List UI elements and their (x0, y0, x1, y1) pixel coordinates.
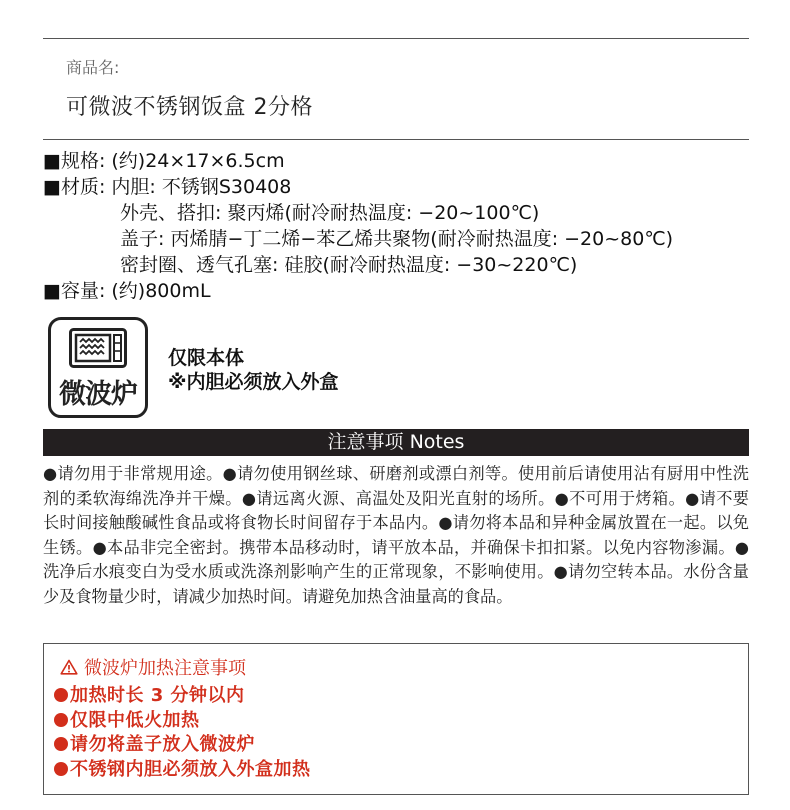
spec-block (43, 148, 673, 304)
microwave-note (168, 346, 338, 394)
bullet-dot (54, 688, 68, 702)
warning-title-row (60, 654, 246, 680)
spec-size: ■规格: (约)24×17×6.5cm (43, 150, 285, 172)
spec-material-lid: 盖子: 丙烯腈−丁二烯−苯乙烯共聚物(耐冷耐热温度: −20~80℃) (120, 228, 674, 250)
product-rule (43, 139, 749, 140)
microwave-warning-box (43, 643, 749, 795)
microwave-oven-icon (69, 328, 127, 368)
warning-list (54, 684, 311, 782)
microwave-note-line1: 仅限本体 (168, 347, 245, 369)
warning-item-text: 仅限中低火加热 (70, 709, 200, 731)
spec-material-seal: 密封圈、透气孔塞: 硅胶(耐冷耐热温度: −30~220℃) (120, 254, 578, 276)
warning-item-text: 请勿将盖子放入微波炉 (70, 734, 255, 755)
spec-material-inner: ■材质: 内胆: 不锈钢S30408 (43, 176, 292, 198)
warning-item (54, 684, 311, 709)
bullet-dot (54, 762, 68, 776)
spec-material-shell: 外壳、搭扣: 聚丙烯(耐冷耐热温度: −20~100℃) (120, 202, 540, 224)
warning-item (54, 733, 311, 758)
microwave-badge-text: 微波炉 (59, 379, 137, 410)
warning-item (54, 758, 311, 783)
warning-item-text: 加热时长 3 分钟以内 (70, 685, 245, 706)
warning-item-text: 不锈钢内胆必须放入外盒加热 (70, 758, 311, 780)
notes-body: ●请勿用于非常规用途。●请勿使用钢丝球、研磨剂或漂白剂等。使用前后请使用沾有厨用中性洗剂的柔软海绵洗净并干燥。●请远离火源、高温处及阳光直射的场所。●不可用于烤箱。●请不要长时间接触酸碱性食品或将食物长时间留存于本品内。●请勿将本品和异种金属放置在一起。以免生锈。●本品非完全密封。携带本品移动时，请平放本品，并确保卡扣扣紧。以免内容物渗漏。●洗净后水痕变白为受水质或洗涤剂影响产生的正常现象，不影响使用。●请勿空转本品。水份含量少及食物量少时，请减少加热时间。请避免加热含油量高的食品。 (43, 464, 749, 606)
spec-capacity: ■容量: (约)800mL (43, 280, 211, 302)
microwave-note-line2: ※内胆必须放入外盒 (168, 371, 339, 393)
product-name-label: 商品名: (66, 58, 120, 77)
bullet-dot (54, 713, 68, 727)
bullet-dot (54, 737, 68, 751)
warning-item (54, 709, 311, 734)
notes-header: 注意事项 Notes (43, 429, 749, 456)
warning-triangle-icon (60, 659, 78, 675)
warning-title: 微波炉加热注意事项 (84, 658, 246, 679)
microwave-safe-badge (48, 317, 148, 418)
top-rule (43, 38, 749, 39)
product-name: 可微波不锈钢饭盒 2分格 (66, 95, 313, 120)
